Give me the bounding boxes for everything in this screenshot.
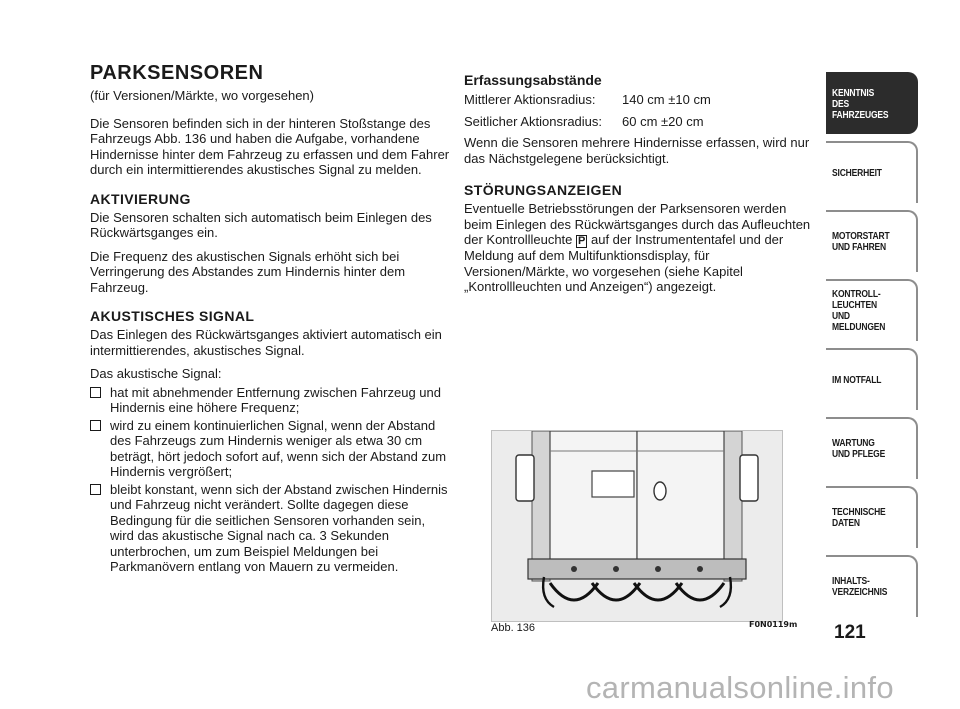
subtitle: (für Versionen/Märkte, wo vorgesehen) — [90, 88, 314, 103]
section-heading-signal: AKUSTISCHES SIGNAL — [90, 308, 255, 324]
page-title: PARKSENSOREN — [90, 62, 264, 84]
intro-paragraph: Die Sensoren befinden sich in der hinteren Stoßstange des Fahrzeugs Abb. 136 und haben die Aufgabe, vorhandene Hindernisse hinter dem Fahrzeug zu erfassen und dem Fahrer durch ein intermittierendes akustisches Signal zu melden. — [90, 115, 450, 177]
figure-code: F0N0119m — [749, 620, 798, 629]
signal-bullet-list — [90, 385, 450, 575]
tab-im-notfall[interactable]: IM NOTFALL — [826, 348, 918, 410]
list-item: bleibt konstant, wenn sich der Abstand zwischen Hindernis und Fahrzeug nicht verändert. Sollte dagegen diese Bedingung für die seitlichen Sensoren vorhanden sein, wird das akustische Signal nach ca. 3 Sekunden unterbrochen, um zum Beispiel Meldungen bei Parkmanövern entlang von Mauern zu vermeiden. — [90, 482, 450, 575]
tab-inhaltsverzeichnis[interactable]: INHALTS- VERZEICHNIS — [826, 555, 918, 617]
chapter-tabs — [826, 72, 918, 624]
erfassung-paragraph: Wenn die Sensoren mehrere Hindernisse erfassen, wird nur das Nächstgelegene berücksichtigt. — [464, 135, 810, 166]
van-rear-illustration — [492, 431, 782, 621]
list-item: wird zu einem kontinuierlichen Signal, wenn der Abstand des Fahrzeugs zum Hindernis weniger als etwa 30 cm beträgt, hört jedoch sofort auf, wenn sich der Abstand zum Hindernis vergrößert; — [90, 418, 450, 480]
tab-sicherheit[interactable]: SICHERHEIT — [826, 141, 918, 203]
stoerung-paragraph: Eventuelle Betriebsstörungen der Parksensoren werden beim Einlegen des Rückwärtsganges durch das Aufleuchten der Kontrollleuchte P auf der Instrumententafel und der Meldung auf dem Multifunktionsdisplay, für Versionen/Märkte, wo vorgesehen (siehe Kapitel „Kontrollleuchten und Anzeigen“) angezeigt. — [464, 201, 811, 294]
section-heading-erfassung: Erfassungsabstände — [464, 72, 602, 88]
tab-wartung[interactable]: WARTUNG UND PFLEGE — [826, 417, 918, 479]
spec-row-side: Seitlicher Aktionsradius: 60 cm ±20 cm — [464, 113, 704, 129]
figure-rear-bumper-sensors — [491, 430, 783, 622]
signal-paragraph-2: Das akustische Signal: — [90, 366, 222, 381]
aktivierung-paragraph-1: Die Sensoren schalten sich automatisch beim Einlegen des Rückwärtsganges ein. — [90, 209, 432, 240]
section-heading-aktivierung: AKTIVIERUNG — [90, 190, 191, 207]
right-column — [464, 72, 814, 303]
signal-paragraph-1: Das Einlegen des Rückwärtsganges aktiviert automatisch ein intermittierendes, akustisches Signal. — [90, 327, 442, 358]
tab-kontrollleuchten[interactable]: KONTROLL- LEUCHTEN UND MELDUNGEN — [826, 279, 918, 341]
list-item: hat mit abnehmender Entfernung zwischen Fahrzeug und Hindernis eine höhere Frequenz; — [90, 385, 450, 416]
left-column — [90, 62, 450, 577]
tab-kenntnis[interactable]: KENNTNIS DES FAHRZEUGES — [826, 72, 918, 134]
checkbox-bullet-icon — [90, 420, 101, 431]
checkbox-bullet-icon — [90, 484, 101, 495]
page-number: 121 — [834, 622, 866, 643]
tab-motorstart[interactable]: MOTORSTART UND FAHREN — [826, 210, 918, 272]
section-heading-stoerung: STÖRUNGSANZEIGEN — [464, 182, 623, 198]
parking-sensor-warning-icon: P — [578, 235, 586, 247]
watermark: carmanualsonline.info — [586, 670, 894, 705]
spec-row-middle: Mittlerer Aktionsradius: 140 cm ±10 cm — [464, 92, 711, 107]
aktivierung-paragraph-2: Die Frequenz des akustischen Signals erhöht sich bei Verringerung des Abstandes zum Hindernis hinter dem Fahrzeug. — [90, 248, 406, 295]
tab-technische-daten[interactable]: TECHNISCHE DATEN — [826, 486, 918, 548]
figure-caption: Abb. 136 — [491, 622, 536, 634]
checkbox-bullet-icon — [90, 387, 101, 398]
